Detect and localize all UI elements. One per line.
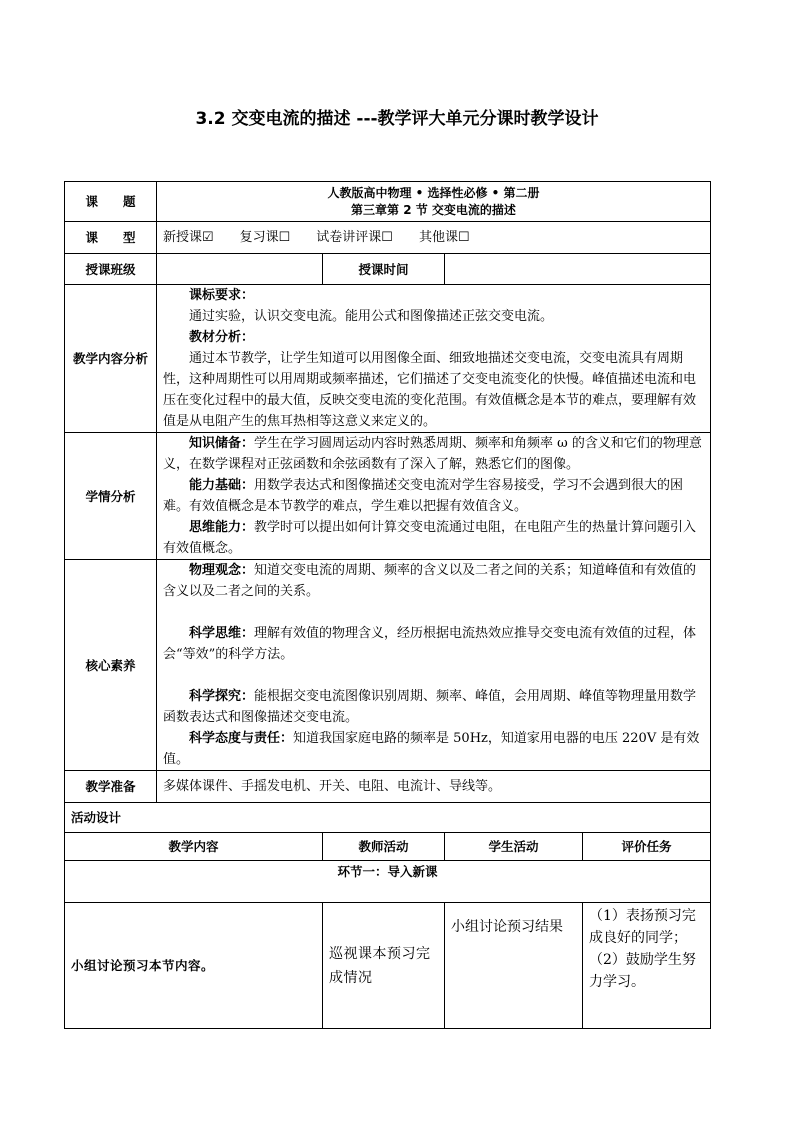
row-class <box>65 254 711 285</box>
step1-eval-1: （1）表扬预习完成良好的同学； <box>589 908 696 946</box>
textbook-heading: 教材分析： <box>189 330 255 345</box>
section1-title: 环节一：导入新课 <box>65 861 711 903</box>
knowledge-text: 学生在学习圆周运动内容时熟悉周期、频率和角频率 ω 的含义和它们的物理意义，在数学课程对正弦函数和余弦函数有了深入了解，熟悉它们的图像。 <box>163 436 702 472</box>
preparation-text: 多媒体课件、手摇发电机、开关、电阻、电流计、导线等。 <box>157 771 711 803</box>
col-header-eval: 评价任务 <box>583 833 711 861</box>
lesson-plan-table <box>64 181 711 1029</box>
thinking-heading: 思维能力： <box>189 520 255 535</box>
standard-heading: 课标要求： <box>189 288 255 303</box>
col-header-content: 教学内容 <box>65 833 323 861</box>
step1-teacher: 巡视课本预习完成情况 <box>323 903 445 1029</box>
ability-heading: 能力基础： <box>189 478 255 493</box>
topic-value <box>157 182 711 222</box>
student-analysis-body <box>157 433 711 560</box>
scientific-thinking-heading: 科学思维： <box>189 626 255 641</box>
lesson-type-options: 新授课☑ 复习课☐ 试卷讲评课☐ 其他课☐ <box>157 222 711 254</box>
page-title: 3.2 交变电流的描述 ---教学评大单元分课时教学设计 <box>195 109 599 129</box>
time-label: 授课时间 <box>323 254 445 285</box>
core-literacy-body <box>157 560 711 771</box>
physics-concept-heading: 物理观念： <box>189 563 255 578</box>
row-preparation <box>65 771 711 803</box>
topic-line2: 第三章第 2 节 交变电流的描述 <box>351 202 516 217</box>
scientific-inquiry-text: 能根据交变电流图像识别周期、频率、峰值，会用周期、峰值等物理量用数学函数表达式和图像描述交变电流。 <box>163 689 697 725</box>
col-header-teacher: 教师活动 <box>323 833 445 861</box>
ability-text: 用数学表达式和图像描述交变电流对学生容易接受，学习不会遇到很大的困难。有效值概念是本节教学的难点，学生难以把握有效值含义。 <box>163 478 684 514</box>
preparation-label: 教学准备 <box>65 771 157 803</box>
row-topic <box>65 182 711 222</box>
content-analysis-label: 教学内容分析 <box>65 285 157 433</box>
scientific-thinking-text: 理解有效值的物理含义，经历根据电流热效应推导交变电流有效值的过程，体会“等效”的科学方法。 <box>163 626 697 662</box>
step1-student: 小组讨论预习结果 <box>445 903 583 1029</box>
attitude-heading: 科学态度与责任： <box>189 731 294 746</box>
knowledge-heading: 知识储备： <box>189 436 255 451</box>
thinking-text: 教学时可以提出如何计算交变电流通过电阻，在电阻产生的热量计算问题引入有效值概念。 <box>163 520 697 556</box>
row-content-analysis <box>65 285 711 433</box>
scientific-inquiry-heading: 科学探究： <box>189 689 255 704</box>
class-label: 授课班级 <box>65 254 157 285</box>
student-analysis-label: 学情分析 <box>65 433 157 560</box>
row-column-headers <box>65 833 711 861</box>
row-core-literacy <box>65 560 711 771</box>
textbook-text: 通过本节教学，让学生知道可以用图像全面、细致地描述交变电流，交变电流具有周期性，这种周期性可以用周期或频率描述，它们描述了交变电流变化的快慢。峰值描述电流和电压在变化过程中的最大值，反映交变电流的变化范围。有效值概念是本节的难点，要理解有效值是从电阻产生的焦耳热相等这意义来定义的。 <box>163 351 697 429</box>
attitude-text: 知道我国家庭电路的频率是 50Hz，知道家用电器的电压 220V 是有效值。 <box>163 731 700 767</box>
time-value <box>445 254 711 285</box>
topic-line1: 人教版高中物理 • 选择性必修 • 第二册 <box>327 185 540 200</box>
step1-content: 小组讨论预习本节内容。 <box>65 903 323 1029</box>
row-section1 <box>65 861 711 903</box>
row-activity <box>65 803 711 833</box>
step1-eval-2: （2）鼓励学生努力学习。 <box>589 952 696 990</box>
activity-label: 活动设计 <box>65 803 711 833</box>
col-header-student: 学生活动 <box>445 833 583 861</box>
lesson-type-label: 课 型 <box>65 222 157 254</box>
row-student-analysis <box>65 433 711 560</box>
topic-label: 课 题 <box>65 182 157 222</box>
step1-eval <box>583 903 711 1029</box>
content-analysis-body <box>157 285 711 433</box>
physics-concept-text: 知道交变电流的周期、频率的含义以及二者之间的关系；知道峰值和有效值的含义以及二者之间的关系。 <box>163 563 697 599</box>
class-value <box>157 254 323 285</box>
row-step1 <box>65 903 711 1029</box>
core-literacy-label: 核心素养 <box>65 560 157 771</box>
standard-text: 通过实验，认识交变电流。能用公式和图像描述正弦交变电流。 <box>189 309 554 324</box>
row-lesson-type <box>65 222 711 254</box>
